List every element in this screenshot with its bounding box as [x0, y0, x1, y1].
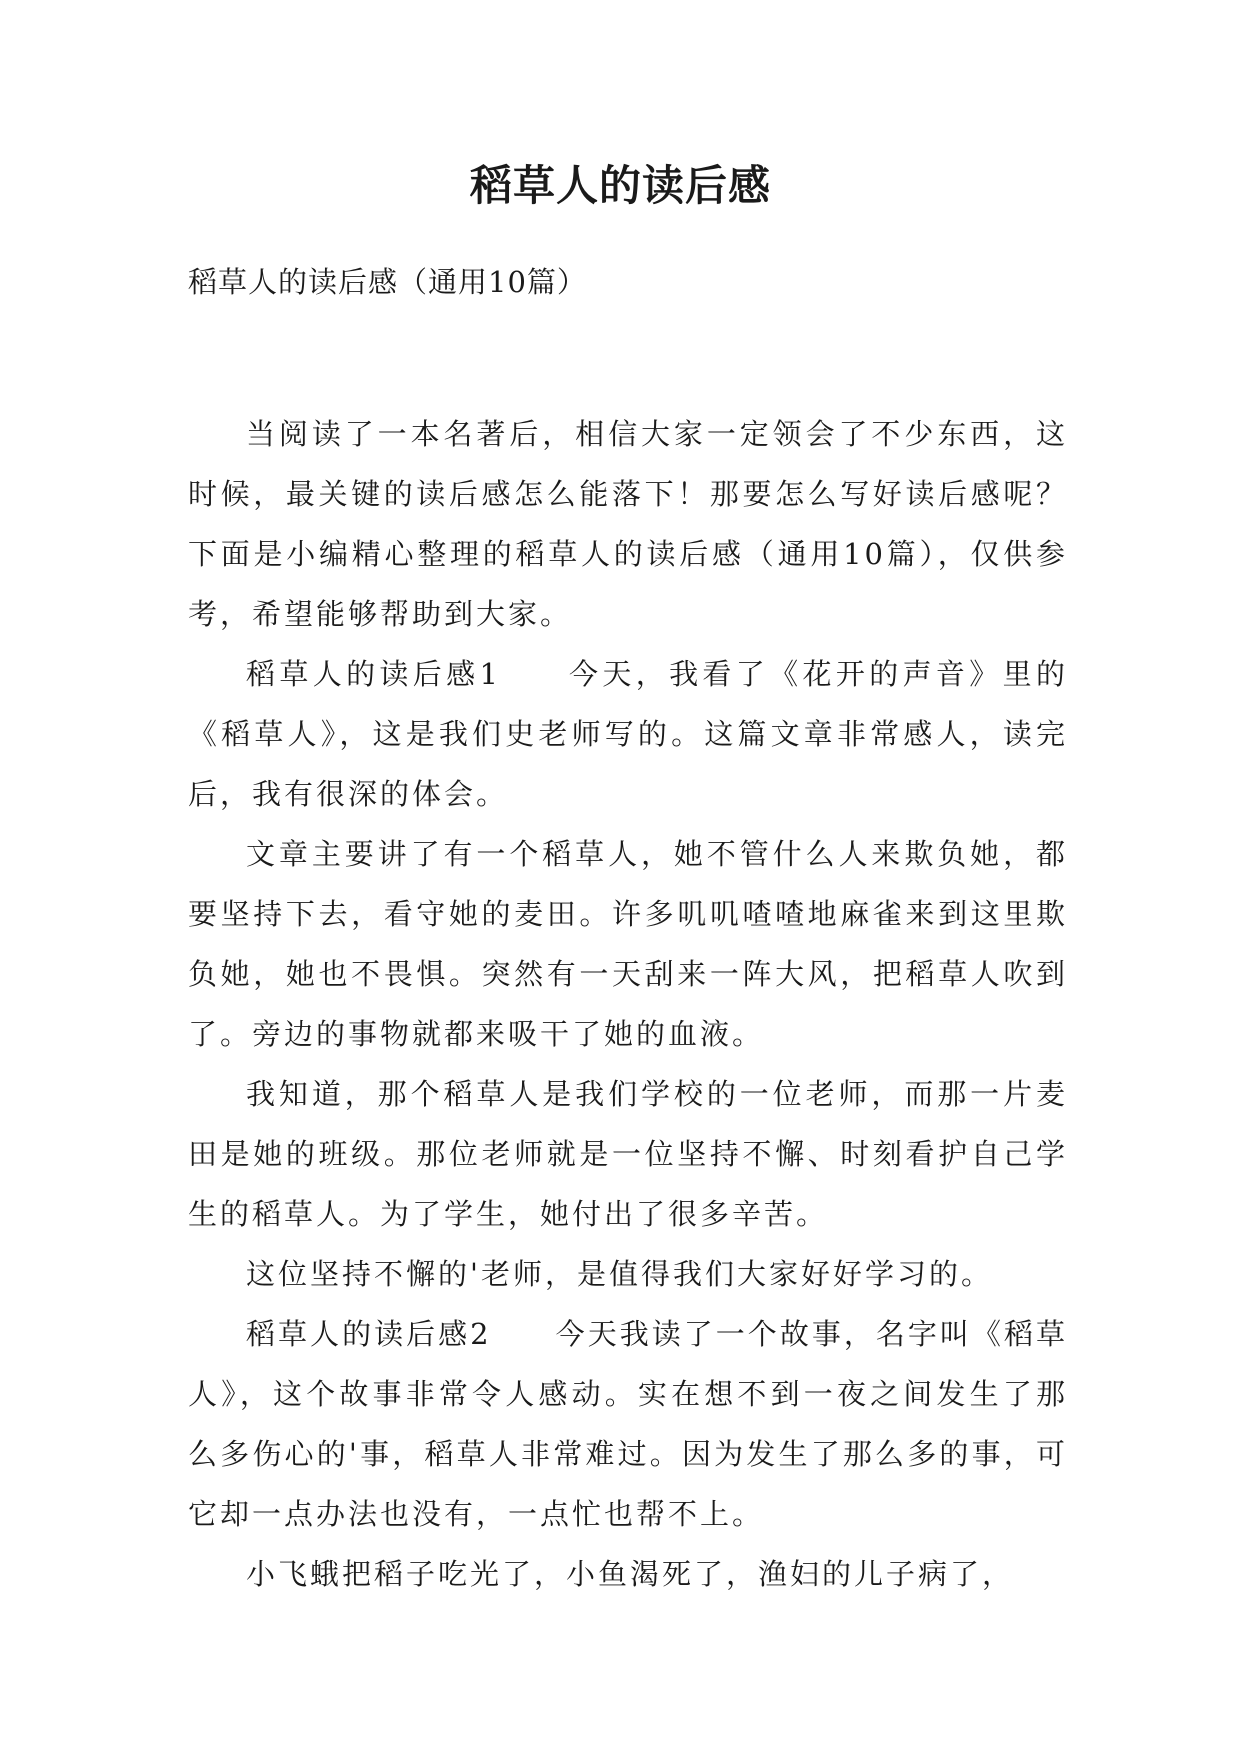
paragraph-essay1-reflection: 我知道，那个稻草人是我们学校的一位老师，而那一片麦田是她的班级。那位老师就是一位坚持不懈、时刻看护自己学生的稻草人。为了学生，她付出了很多辛苦。 [188, 1077, 1068, 1231]
document-subtitle: 稻草人的读后感（通用10篇） [188, 265, 587, 299]
paragraph-essay1-conclusion: 这位坚持不懈的'老师，是值得我们大家好好学习的。 [246, 1257, 993, 1291]
document-body [188, 404, 1068, 1604]
paragraph-essay2-start: 稻草人的读后感2 今天我读了一个故事，名字叫《稻草人》，这个故事非常令人感动。实在想不到一夜之间发生了那么多伤心的'事，稻草人非常难过。因为发生了那么多的事，可它却一点办法也没有，一点忙也帮不上。 [188, 1317, 1068, 1531]
paragraph-essay1-summary: 文章主要讲了有一个稻草人，她不管什么人来欺负她，都要坚持下去，看守她的麦田。许多叽叽喳喳地麻雀来到这里欺负她，她也不畏惧。突然有一天刮来一阵大风，把稻草人吹到了。旁边的事物就都来吸干了她的血液。 [188, 837, 1068, 1051]
paragraph-essay2-continued: 小飞蛾把稻子吃光了，小鱼渴死了，渔妇的儿子病了， [246, 1557, 1015, 1591]
document-title: 稻草人的读后感 [469, 161, 771, 210]
paragraph-essay1-start: 稻草人的读后感1 今天，我看了《花开的声音》里的《稻草人》，这是我们史老师写的。这篇文章非常感人，读完后，我有很深的体会。 [188, 657, 1068, 811]
paragraph-intro: 当阅读了一本名著后，相信大家一定领会了不少东西，这时候，最关键的读后感怎么能落下！那要怎么写好读后感呢？下面是小编精心整理的稻草人的读后感（通用10篇），仅供参考，希望能够帮助到大家。 [188, 417, 1068, 631]
